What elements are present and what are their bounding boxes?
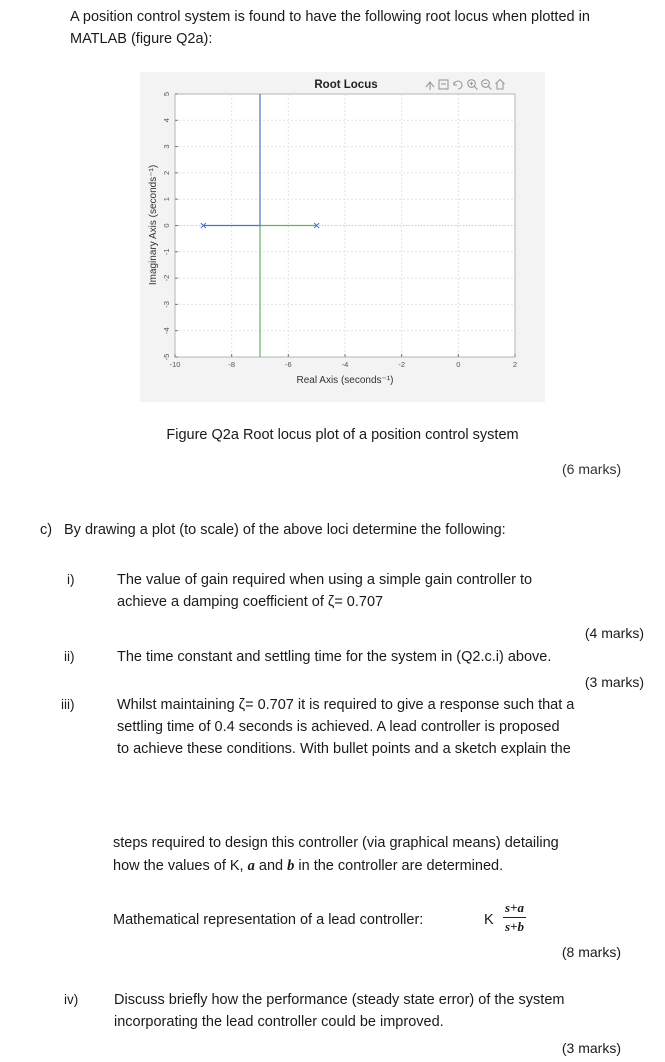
x-tick-label: -10 <box>169 360 181 369</box>
y-tick-label: 2 <box>162 170 171 175</box>
item-iii-line-2: settling time of 0.4 seconds is achieved. A lead controller is proposed <box>117 719 560 735</box>
y-tick-label: -1 <box>162 248 171 256</box>
y-tick-label: -4 <box>162 327 171 335</box>
item-iii-continuation-1: steps required to design this controller (via graphical means) detailing <box>113 835 559 851</box>
x-tick-label: -6 <box>284 360 292 369</box>
partial-marks-clip <box>562 461 662 481</box>
intro-line-1: A position control system is found to have the following root locus when plotted in <box>70 9 590 25</box>
x-tick-label: 0 <box>456 360 461 369</box>
y-tick-label: 1 <box>162 197 171 202</box>
item-ii-numeral: ii) <box>64 649 75 664</box>
item-iii-line-3: to achieve these conditions. With bullet points and a sketch explain the <box>117 741 571 757</box>
y-axis-label: Imaginary Axis (seconds⁻¹) <box>148 164 159 286</box>
item-ii-marks: (3 marks) <box>584 674 644 690</box>
x-tick-label: -2 <box>398 360 406 369</box>
figure-caption: Figure Q2a Root locus plot of a position control system <box>166 427 519 443</box>
y-tick-label: -3 <box>162 301 171 308</box>
continuation-and: and <box>254 858 288 874</box>
root-locus-chart <box>140 72 545 402</box>
y-tick-label: 0 <box>162 223 171 228</box>
var-b: b <box>287 858 295 874</box>
item-i-line-2: achieve a damping coefficient of ζ= 0.707 <box>117 594 384 610</box>
y-tick-label: 3 <box>162 144 171 149</box>
math-k: K <box>484 912 494 928</box>
part-c-text: By drawing a plot (to scale) of the above loci determine the following: <box>64 522 506 538</box>
chart-title: Root Locus <box>314 79 378 91</box>
fraction-denominator: s+b <box>505 919 524 934</box>
partial-marks: (6 marks) <box>562 461 622 477</box>
item-ii-line-1: The time constant and settling time for the system in (Q2.c.i) above. <box>117 649 552 665</box>
item-iii-line-1: Whilst maintaining ζ= 0.707 it is required to give a response such that a <box>117 697 575 713</box>
item-iii-continuation-2 <box>113 855 503 877</box>
continuation-suffix: in the controller are determined. <box>294 858 504 874</box>
x-tick-label: -4 <box>341 360 349 369</box>
y-tick-label: 5 <box>162 91 171 97</box>
item-iv-line-1: Discuss briefly how the performance (steady state error) of the system <box>114 992 565 1008</box>
y-tick-label: 4 <box>162 118 171 123</box>
intro-line-2: MATLAB (figure Q2a): <box>70 31 213 47</box>
lead-controller-fraction <box>503 900 526 935</box>
x-tick-label: 2 <box>512 360 518 369</box>
continuation-prefix: how the values of K, <box>113 858 248 874</box>
y-tick-label: -2 <box>162 274 171 282</box>
fraction-numerator: s+a <box>503 900 526 918</box>
item-iv-marks: (3 marks) <box>561 1040 621 1056</box>
item-i-marks: (4 marks) <box>584 625 644 641</box>
x-tick-label: -8 <box>228 360 236 369</box>
y-tick-label: -5 <box>162 353 171 361</box>
item-iii-numeral: iii) <box>61 697 75 712</box>
var-a: a <box>247 858 255 874</box>
item-iii-marks: (8 marks) <box>561 944 621 960</box>
item-i-numeral: i) <box>67 572 75 587</box>
part-c-label: c) <box>40 522 53 538</box>
item-iv-numeral: iv) <box>64 992 79 1007</box>
math-label: Mathematical representation of a lead controller: <box>113 912 424 928</box>
item-iv-line-2: incorporating the lead controller could be improved. <box>114 1014 444 1030</box>
root-locus-figure <box>140 72 545 402</box>
item-i-line-1: The value of gain required when using a simple gain controller to <box>117 572 533 588</box>
x-axis-label: Real Axis (seconds⁻¹) <box>296 375 394 386</box>
